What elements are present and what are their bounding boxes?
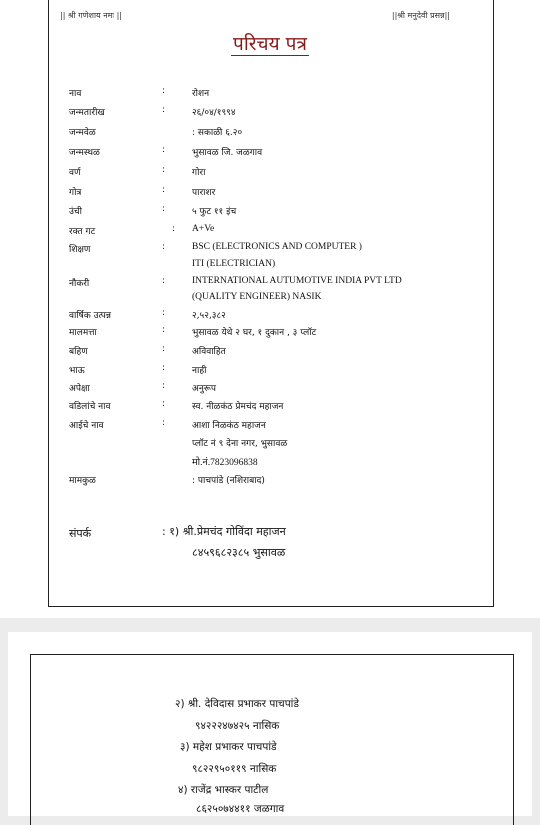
page-border bbox=[48, 0, 494, 607]
value-complexion: गोरा bbox=[192, 168, 206, 178]
label-birthplace: जन्मस्थळ bbox=[69, 148, 100, 158]
value-birth-time: : सकाळी ६.२० bbox=[192, 128, 243, 138]
colon: : bbox=[162, 242, 166, 252]
value-maternal-family: : पाचपांडे (नशिराबाद) bbox=[192, 476, 265, 486]
label-brother: भाऊ bbox=[69, 366, 85, 376]
header-right-invocation: ||श्री मनुदेवी प्रसन्न|| bbox=[391, 11, 450, 20]
value-mother-name: आशा निळकंठ महाजन bbox=[192, 421, 266, 431]
value-education-1: BSC (ELECTRONICS AND COMPUTER ) bbox=[192, 242, 362, 252]
value-father-name: स्व. नीळकंठ प्रेमचंद महाजन bbox=[192, 402, 284, 412]
value-job-2: (QUALITY ENGINEER) NASIK bbox=[192, 292, 322, 302]
colon: : bbox=[162, 185, 166, 195]
value-birthplace: भुसावळ जि. जळगाव bbox=[192, 148, 263, 158]
value-mobile: मो.नं.7823096838 bbox=[192, 458, 258, 468]
label-sister: बहिण bbox=[69, 347, 88, 357]
label-annual-income: वार्षिक उत्पन्न bbox=[69, 311, 111, 321]
contact-label: संपर्क bbox=[69, 527, 92, 540]
label-name: नाव bbox=[69, 89, 82, 99]
colon: : bbox=[162, 204, 166, 214]
contact-2-name: २) श्री. देविदास प्रभाकर पाचपांडे bbox=[175, 698, 300, 710]
colon: : bbox=[162, 363, 166, 373]
contact-4-phone: ८६२५०७४४११ जळगाव bbox=[196, 803, 285, 815]
value-birthdate: २६/०४/१९९४ bbox=[192, 108, 236, 118]
label-expectation: अपेक्षा bbox=[69, 384, 90, 394]
page-title: परिचय पत्र bbox=[233, 33, 307, 55]
colon: : bbox=[162, 308, 166, 318]
label-blood-group: रक्त गट bbox=[69, 227, 96, 237]
label-gotra: गोत्र bbox=[69, 188, 82, 198]
label-complexion: वर्ण bbox=[69, 168, 81, 178]
contact-3-name: ३) महेश प्रभाकर पाचपांडे bbox=[180, 741, 277, 753]
label-maternal-family: मामकुळ bbox=[69, 476, 96, 486]
colon: : bbox=[162, 105, 166, 115]
value-blood-group: A+Ve bbox=[192, 224, 215, 234]
contact-4-name: ४) राजेंद्र भास्कर पाटील bbox=[178, 784, 269, 796]
label-education: शिक्षण bbox=[69, 245, 91, 255]
label-height: उंची bbox=[69, 207, 82, 217]
contact-line-2: ८४५९६८२३८५ भुसावळ bbox=[192, 546, 286, 559]
colon: : bbox=[162, 165, 166, 175]
colon: : bbox=[162, 344, 166, 354]
value-education-2: ITI (ELECTRICIAN) bbox=[192, 259, 276, 269]
contact-3-phone: ९८२२९५०११९ नासिक bbox=[192, 763, 277, 775]
value-height: ५ फुट ११ इंच bbox=[192, 207, 237, 217]
colon: : bbox=[162, 381, 166, 391]
value-brother: नाही bbox=[192, 366, 207, 376]
value-address: प्लॉट नं ९ देना नगर, भुसावळ bbox=[192, 439, 288, 449]
colon: : bbox=[162, 418, 166, 428]
value-expectation: अनुरूप bbox=[192, 384, 216, 394]
colon: : bbox=[162, 145, 166, 155]
label-mother-name: आईचे नाव bbox=[69, 421, 104, 431]
value-sister: अविवाहित bbox=[192, 347, 226, 357]
label-birthdate: जन्मतारीख bbox=[69, 108, 105, 118]
colon: : bbox=[162, 86, 166, 96]
header-left-invocation: || श्री गणेशाय नमः || bbox=[60, 11, 122, 20]
colon: : bbox=[172, 224, 176, 234]
label-birth-time: जन्मवेळ bbox=[69, 128, 96, 138]
colon: : bbox=[162, 325, 166, 335]
colon: : bbox=[162, 399, 166, 409]
page-2 bbox=[8, 632, 532, 816]
contact-line-1: : १) श्री.प्रेमचंद गोविंदा महाजन bbox=[162, 525, 286, 538]
value-job-1: INTERNATIONAL AUTUMOTIVE INDIA PVT LTD bbox=[192, 276, 402, 286]
value-gotra: पाराशर bbox=[192, 188, 216, 198]
label-father-name: वडिलांचे नाव bbox=[69, 402, 111, 412]
label-property: मालमत्ता bbox=[69, 328, 97, 338]
label-job: नौकरी bbox=[69, 279, 90, 289]
value-annual-income: २,५२,३८२ bbox=[192, 311, 226, 321]
value-property: भुसावळ येथे २ घर, १ दुकान , ३ प्लॉट bbox=[192, 328, 317, 338]
contact-2-phone: ९४२२२४७४२५ नासिक bbox=[195, 720, 280, 732]
colon: : bbox=[162, 276, 166, 286]
value-name: रोशन bbox=[192, 89, 210, 99]
